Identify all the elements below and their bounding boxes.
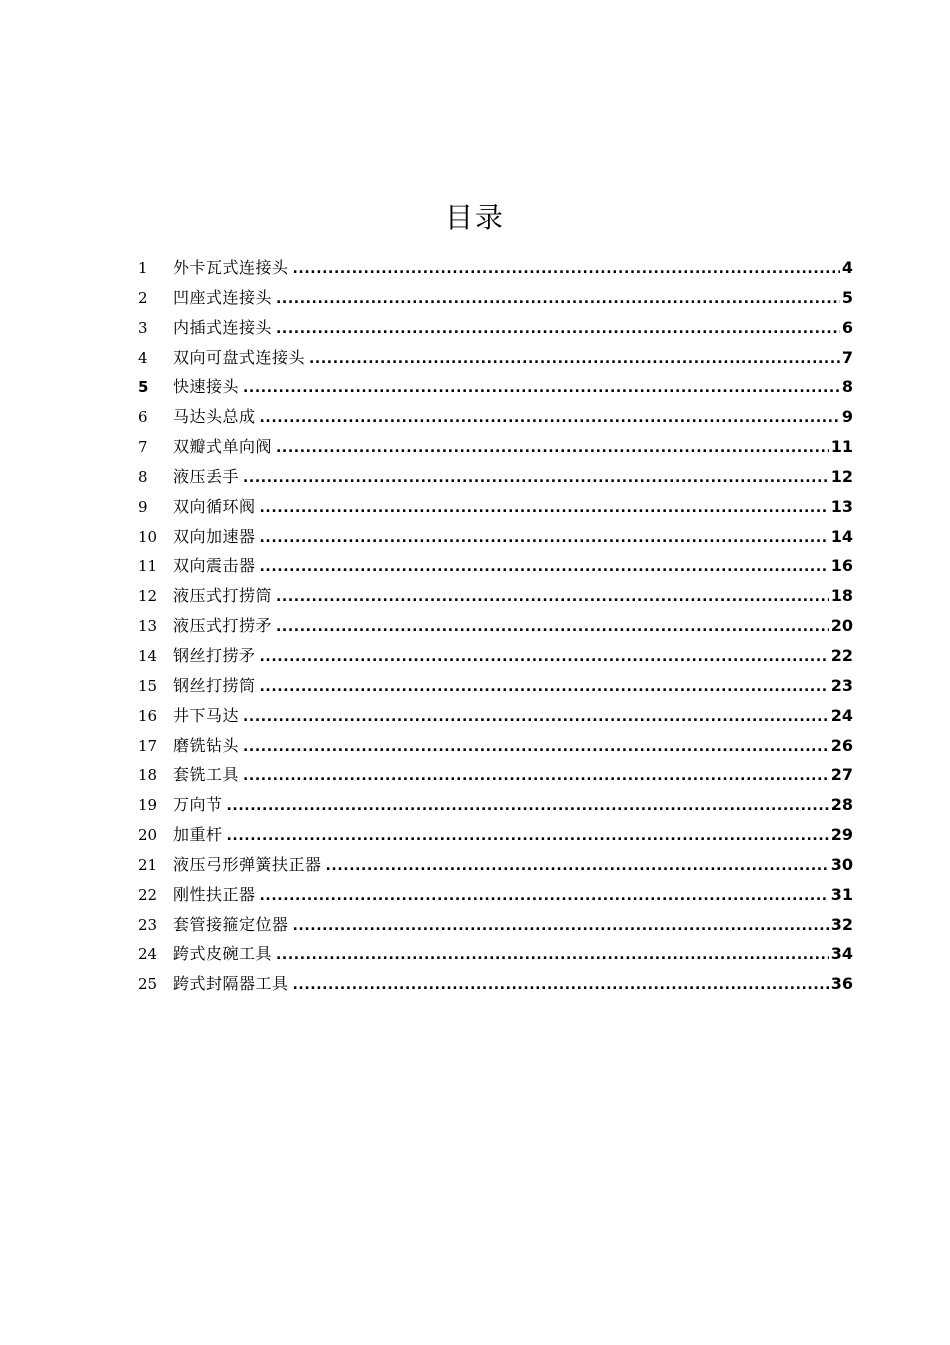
toc-dot-leader bbox=[243, 762, 829, 792]
toc-entry-number: 13 bbox=[138, 617, 158, 636]
toc-entry[interactable] bbox=[138, 611, 853, 641]
toc-entry-label: 液压式打捞矛 bbox=[173, 616, 273, 636]
toc-entry[interactable] bbox=[138, 253, 853, 283]
toc-entry-label: 万向节 bbox=[173, 795, 223, 815]
toc-entry-label: 液压弓形弹簧扶正器 bbox=[173, 854, 322, 874]
toc-dot-leader bbox=[260, 553, 829, 583]
toc-entry-page: 16 bbox=[830, 556, 853, 576]
toc-entry-page: 26 bbox=[830, 735, 853, 755]
toc-entry-label: 磨铣钻头 bbox=[173, 735, 240, 755]
toc-entry-label: 双向可盘式连接头 bbox=[173, 347, 306, 367]
toc-entry-number: 6 bbox=[138, 408, 148, 427]
toc-entry-page: 12 bbox=[830, 466, 853, 486]
toc-dot-leader bbox=[326, 852, 829, 882]
toc-entry[interactable] bbox=[138, 581, 853, 611]
toc-entry-number: 7 bbox=[138, 438, 148, 457]
toc-entry-page: 11 bbox=[830, 437, 853, 457]
toc-entry[interactable] bbox=[138, 641, 853, 671]
toc-entry-page: 23 bbox=[830, 675, 853, 695]
toc-entry-number: 1 bbox=[138, 259, 148, 277]
toc-entry-page: 36 bbox=[830, 974, 853, 994]
toc-entry[interactable] bbox=[138, 402, 853, 432]
toc-entry-number: 12 bbox=[138, 587, 158, 606]
toc-entry-page: 31 bbox=[830, 884, 853, 904]
toc-dot-leader bbox=[227, 792, 829, 822]
toc-entry-label: 马达头总成 bbox=[173, 407, 256, 427]
toc-dot-leader bbox=[276, 613, 829, 643]
toc-entry-label: 套管接箍定位器 bbox=[173, 914, 289, 934]
toc-dot-leader bbox=[243, 464, 829, 494]
toc-entry-number: 9 bbox=[138, 497, 148, 516]
toc-dot-leader bbox=[293, 255, 840, 285]
toc-entry-number: 14 bbox=[138, 646, 158, 665]
toc-dot-leader bbox=[260, 404, 840, 434]
toc-entry-page: 22 bbox=[830, 645, 853, 665]
toc-entry-number: 17 bbox=[138, 736, 158, 755]
toc-entry-number: 24 bbox=[138, 945, 158, 964]
toc-entry-page: 29 bbox=[830, 825, 853, 845]
toc-entry[interactable] bbox=[138, 850, 853, 880]
toc-entry-page: 30 bbox=[830, 854, 853, 874]
toc-entry-number: 20 bbox=[138, 826, 158, 845]
toc-entry-label: 刚性扶正器 bbox=[173, 884, 256, 904]
toc-entry-page: 8 bbox=[841, 377, 853, 397]
toc-dot-leader bbox=[293, 912, 829, 942]
toc-entry-label: 双向加速器 bbox=[173, 526, 256, 546]
toc-entry-number: 5 bbox=[138, 378, 149, 397]
toc-entry-page: 9 bbox=[841, 407, 853, 427]
toc-entry-page: 6 bbox=[841, 317, 853, 337]
toc-entry-number: 3 bbox=[138, 318, 148, 337]
toc-entry-number: 15 bbox=[138, 676, 158, 695]
toc-entry[interactable] bbox=[138, 462, 853, 492]
toc-entry[interactable] bbox=[138, 671, 853, 701]
page-title: 目录 bbox=[444, 201, 505, 234]
toc-entry[interactable] bbox=[138, 372, 853, 402]
toc-entry-label: 井下马达 bbox=[173, 705, 240, 725]
toc-entry-label: 内插式连接头 bbox=[173, 317, 273, 337]
toc-entry-page: 4 bbox=[841, 258, 853, 277]
toc-entry-label: 液压式打捞筒 bbox=[173, 586, 273, 606]
toc-entry-page: 28 bbox=[830, 795, 853, 815]
toc-entry-label: 双瓣式单向阀 bbox=[173, 437, 273, 457]
toc-entry[interactable] bbox=[138, 790, 853, 820]
toc-entry-page: 27 bbox=[830, 765, 853, 785]
toc-entry[interactable] bbox=[138, 432, 853, 462]
toc-dot-leader bbox=[276, 583, 829, 613]
toc-dot-leader bbox=[260, 524, 829, 554]
toc-entry-label: 跨式封隔器工具 bbox=[173, 974, 289, 994]
toc-dot-leader bbox=[227, 822, 829, 852]
toc-entry-page: 34 bbox=[830, 944, 853, 964]
toc-dot-leader bbox=[276, 434, 829, 464]
toc-entry-number: 11 bbox=[138, 557, 158, 576]
toc-entry-label: 快速接头 bbox=[173, 377, 240, 397]
toc-dot-leader bbox=[243, 374, 840, 404]
toc-entry-page: 24 bbox=[830, 705, 853, 725]
toc-entry-number: 2 bbox=[138, 288, 148, 307]
toc-entry-number: 23 bbox=[138, 915, 158, 934]
toc-entry-page: 32 bbox=[830, 914, 853, 934]
toc-entry-page: 14 bbox=[830, 526, 853, 546]
toc-entry[interactable] bbox=[138, 492, 853, 522]
toc-dot-leader bbox=[293, 971, 829, 1001]
toc-entry[interactable] bbox=[138, 939, 853, 969]
toc-dot-leader bbox=[243, 703, 829, 733]
toc-entry-label: 外卡瓦式连接头 bbox=[173, 258, 289, 277]
toc-entry-label: 钢丝打捞矛 bbox=[173, 645, 256, 665]
toc-dot-leader bbox=[260, 673, 829, 703]
toc-entry[interactable] bbox=[138, 910, 853, 940]
toc-entry-page: 7 bbox=[841, 347, 853, 367]
toc-entry[interactable] bbox=[138, 313, 853, 343]
toc-entry[interactable] bbox=[138, 760, 853, 790]
toc-entry[interactable] bbox=[138, 283, 853, 313]
toc-entry-label: 液压丢手 bbox=[173, 466, 240, 486]
toc-entry-number: 10 bbox=[138, 527, 158, 546]
toc-entry-label: 凹座式连接头 bbox=[173, 287, 273, 307]
toc-entry[interactable] bbox=[138, 701, 853, 731]
toc-dot-leader bbox=[260, 494, 829, 524]
toc-entry-page: 20 bbox=[830, 616, 853, 636]
toc-dot-leader bbox=[243, 733, 829, 763]
toc-entry-number: 22 bbox=[138, 885, 158, 904]
toc-entry[interactable] bbox=[138, 343, 853, 373]
toc-entry-label: 钢丝打捞筒 bbox=[173, 675, 256, 695]
toc-entry-number: 19 bbox=[138, 796, 158, 815]
toc-dot-leader bbox=[309, 345, 840, 375]
toc-entry[interactable] bbox=[138, 880, 853, 910]
table-of-contents bbox=[138, 253, 853, 999]
toc-entry[interactable] bbox=[138, 731, 853, 761]
toc-entry[interactable] bbox=[138, 969, 853, 999]
toc-entry-label: 加重杆 bbox=[173, 825, 223, 845]
toc-entry-label: 跨式皮碗工具 bbox=[173, 944, 273, 964]
toc-entry-page: 18 bbox=[830, 586, 853, 606]
toc-entry[interactable] bbox=[138, 820, 853, 850]
toc-dot-leader bbox=[276, 285, 840, 315]
toc-dot-leader bbox=[260, 882, 829, 912]
toc-entry-number: 18 bbox=[138, 766, 158, 785]
toc-dot-leader bbox=[276, 315, 840, 345]
toc-entry-number: 4 bbox=[138, 348, 148, 367]
toc-entry-number: 21 bbox=[138, 855, 158, 874]
toc-entry-page: 13 bbox=[830, 496, 853, 516]
toc-entry-label: 套铣工具 bbox=[173, 765, 240, 785]
toc-entry-page: 5 bbox=[841, 287, 853, 307]
toc-entry-label: 双向循环阀 bbox=[173, 496, 256, 516]
toc-entry[interactable] bbox=[138, 551, 853, 581]
toc-entry-label: 双向震击器 bbox=[173, 556, 256, 576]
toc-entry[interactable] bbox=[138, 522, 853, 552]
toc-entry-number: 8 bbox=[138, 467, 148, 486]
toc-dot-leader bbox=[276, 941, 829, 971]
toc-entry-number: 25 bbox=[138, 975, 158, 994]
toc-entry-number: 16 bbox=[138, 706, 158, 725]
toc-dot-leader bbox=[260, 643, 829, 673]
